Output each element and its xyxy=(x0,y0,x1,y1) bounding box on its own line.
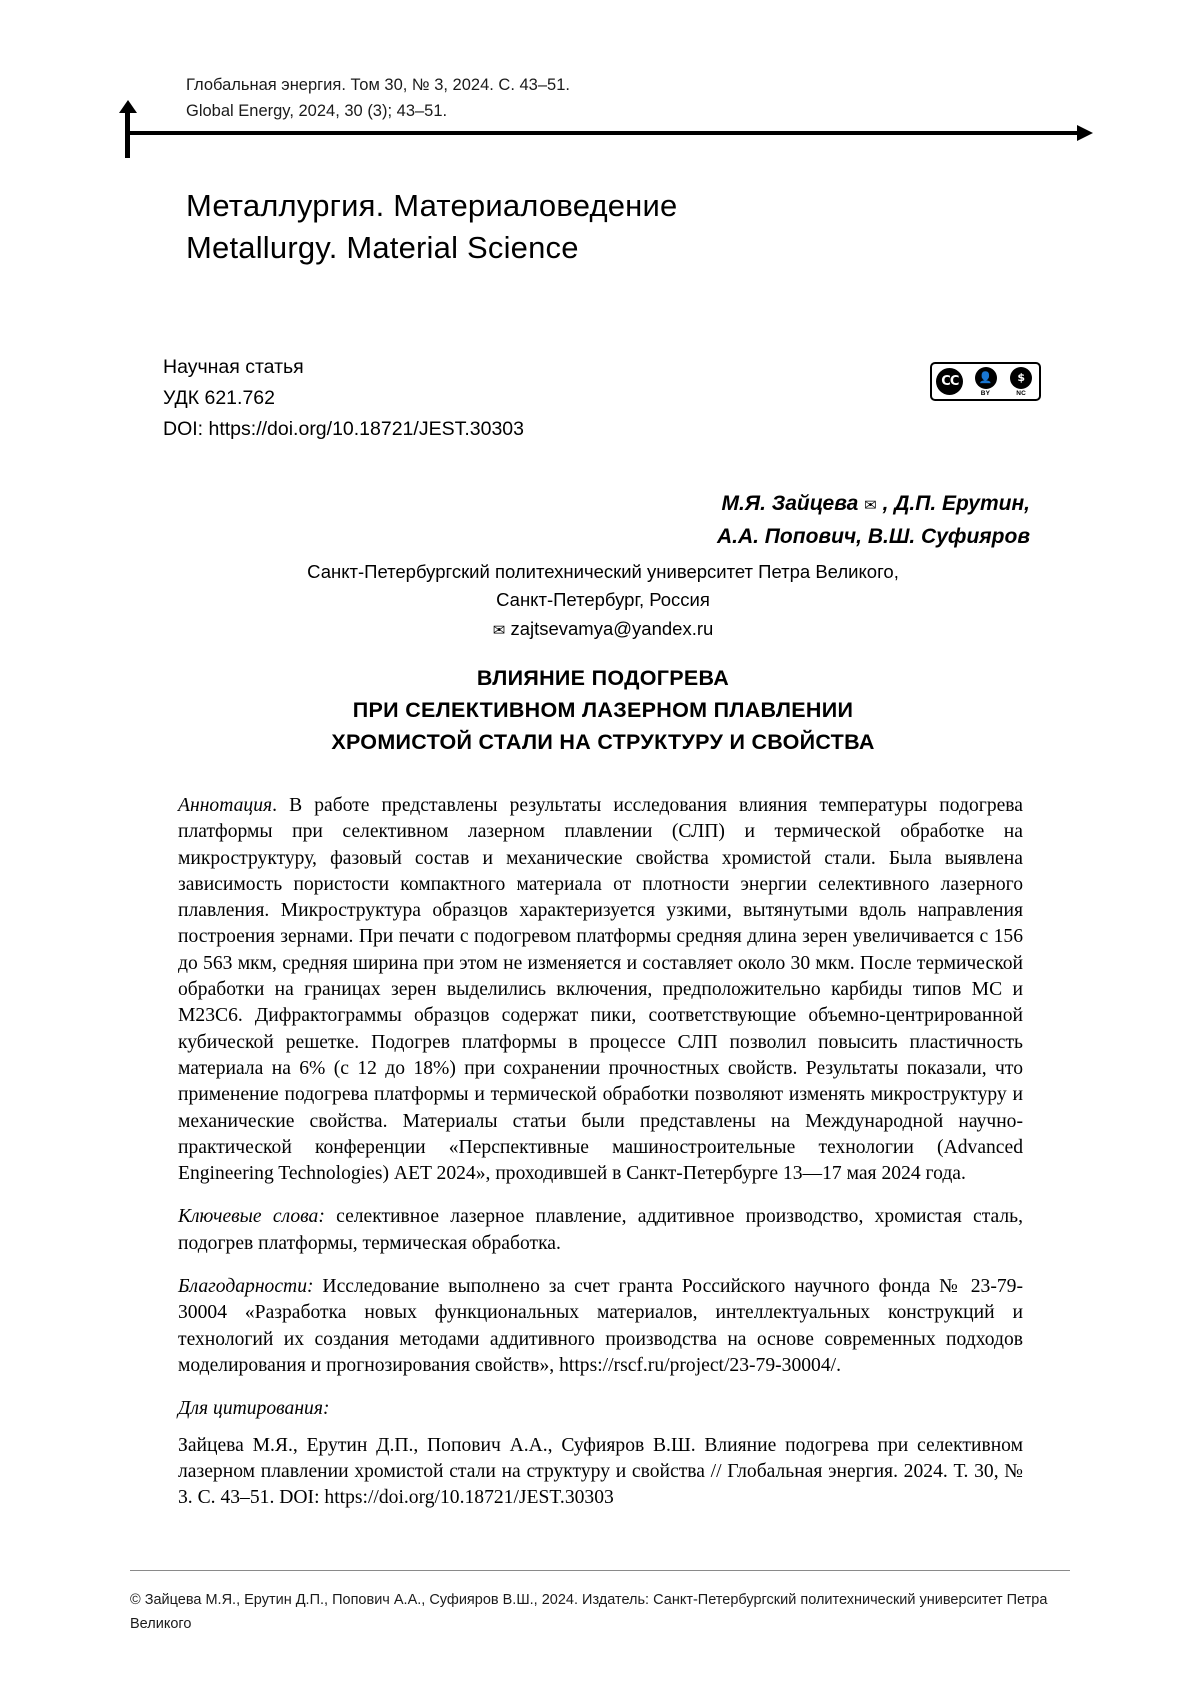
citation-label: Для цитирования: xyxy=(178,1398,330,1420)
affiliation-line-2: Санкт-Петербург, Россия xyxy=(496,589,710,610)
affiliation-line-1: Санкт-Петербургский политехнический университет Петра Великого, xyxy=(307,561,899,582)
paper-title xyxy=(163,662,1043,758)
author-list xyxy=(360,488,1030,553)
cc-nc-label: NC xyxy=(1016,389,1027,397)
cc-nc-glyph: $ xyxy=(1010,367,1032,389)
udk-code: УДК 621.762 xyxy=(163,387,275,409)
abstract-label: Аннотация xyxy=(178,795,273,816)
arrow-right-icon xyxy=(1077,125,1093,141)
contact-email[interactable]: zajtsevamya@yandex.ru xyxy=(510,618,714,639)
section-heading xyxy=(186,185,1086,269)
paper-title-line-1: ВЛИЯНИЕ ПОДОГРЕВА xyxy=(476,666,730,690)
paper-title-line-3: ХРОМИСТОЙ СТАЛИ НА СТРУКТУРУ И СВОЙСТВА xyxy=(331,730,875,754)
acknowledgements-label: Благодарности: xyxy=(178,1276,314,1298)
affiliation xyxy=(163,558,1043,614)
article-type: Научная статья xyxy=(163,356,304,378)
envelope-icon: ✉ xyxy=(864,496,877,514)
author-corresponding: М.Я. Зайцева xyxy=(721,492,859,515)
running-head-en: Global Energy, 2024, 30 (3); 43–51. xyxy=(186,102,448,120)
cc-nc-icon xyxy=(1003,364,1039,399)
keywords-paragraph xyxy=(178,1204,1023,1257)
abstract-text: . В работе представлены результаты исследования влияния температуры подогрева платформы при селективном лазерном плавлении (СЛП) и термической обработке на микроструктуру, фазовый состав и механические свойства хромистой стали. Была выявлена зависимость пористости компактного материала от плотности энергии селективного лазерного плавления. Микроструктура образцов характеризуется узкими, вытянутыми вдоль направления построения зернами. При печати с подогревом платформы средняя длина зерен увеличивается с 156 до 563 мкм, средняя ширина при этом не изменяется и составляет около 30 мкм. После термической обработки на границах зерен выделились включения, предположительно карбиды типов МС и М23С6. Дифрактограммы образцов содержат пики, соответствующие объемно-центрированной кубической решетке. Подогрев платформы в процессе СЛП позволил повысить пластичность материала на 6% (с 12 до 18%) при сохранении прочностных свойств. Результаты показали, что применение подогрева платформы и термической обработки позволяют изменять микроструктуру и механические свойства. Материалы статьи были представлены на Международной научно-практической конференции «Перспективные машиностроительные технологии (Advanced Engineering Technologies) AET 2024», проходившей в Санкт-Петербурге 13—17 мая 2024 года. xyxy=(178,795,1023,1185)
acknowledgements-paragraph xyxy=(178,1274,1023,1379)
article-meta xyxy=(163,352,803,445)
article-body xyxy=(178,793,1023,1528)
cc-circle-icon: CC xyxy=(936,368,963,395)
cc-by-icon xyxy=(968,364,1004,399)
author-line-1-tail: , Д.П. Ерутин, xyxy=(882,492,1030,515)
author-line-1 xyxy=(360,488,1030,521)
acknowledgements-text: Исследование выполнено за счет гранта Российского научного фонда № 23-79-30004 «Разработка новых функциональных материалов, интеллектуальных конструкций и технологий их создания методами аддитивного производства на основе современных подходов моделирования и прогнозирования свойств», https://rscf.ru/project/23-79-30004/. xyxy=(178,1276,1023,1376)
envelope-icon-email: ✉ xyxy=(492,621,506,639)
footer-copyright: © Зайцева М.Я., Ерутин Д.П., Попович А.А., Суфияров В.Ш., 2024. Издатель: Санкт-Петербургский политехнический университет Петра Великого xyxy=(130,1592,1048,1632)
paper-title-line-2: ПРИ СЕЛЕКТИВНОМ ЛАЗЕРНОМ ПЛАВЛЕНИИ xyxy=(352,698,854,722)
abstract-paragraph xyxy=(178,793,1023,1187)
cc-by-glyph: 👤 xyxy=(975,367,997,389)
rule-horizontal-bar xyxy=(127,131,1082,135)
cc-icon xyxy=(932,364,968,399)
author-line-2: А.А. Попович, В.Ш. Суфияров xyxy=(716,525,1030,548)
running-head-ru: Глобальная энергия. Том 30, № 3, 2024. С. 43–51. xyxy=(186,76,570,94)
section-heading-en: Metallurgy. Material Science xyxy=(186,230,579,265)
keywords-text: селективное лазерное плавление, аддитивное производство, хромистая сталь, подогрев платформы, термическая обработка. xyxy=(178,1206,1023,1254)
footer-divider xyxy=(130,1570,1070,1571)
cc-by-label: BY xyxy=(980,389,991,397)
doi-link[interactable]: DOI: https://doi.org/10.18721/JEST.30303 xyxy=(163,418,524,440)
keywords-label: Ключевые слова: xyxy=(178,1206,325,1228)
creative-commons-badge[interactable] xyxy=(930,362,1041,401)
section-heading-ru: Металлургия. Материаловедение xyxy=(186,188,678,223)
citation-text: Зайцева М.Я., Ерутин Д.П., Попович А.А., Суфияров В.Ш. Влияние подогрева при селективном лазерном плавлении хромистой стали на структуру и свойства // Глобальная энергия. 2024. Т. 30, № 3. С. 43–51. DOI: https://doi.org/10.18721/JEST.30303 xyxy=(178,1434,1023,1509)
header-arrow-rule xyxy=(125,100,1110,160)
contact-email-row xyxy=(163,618,1043,640)
